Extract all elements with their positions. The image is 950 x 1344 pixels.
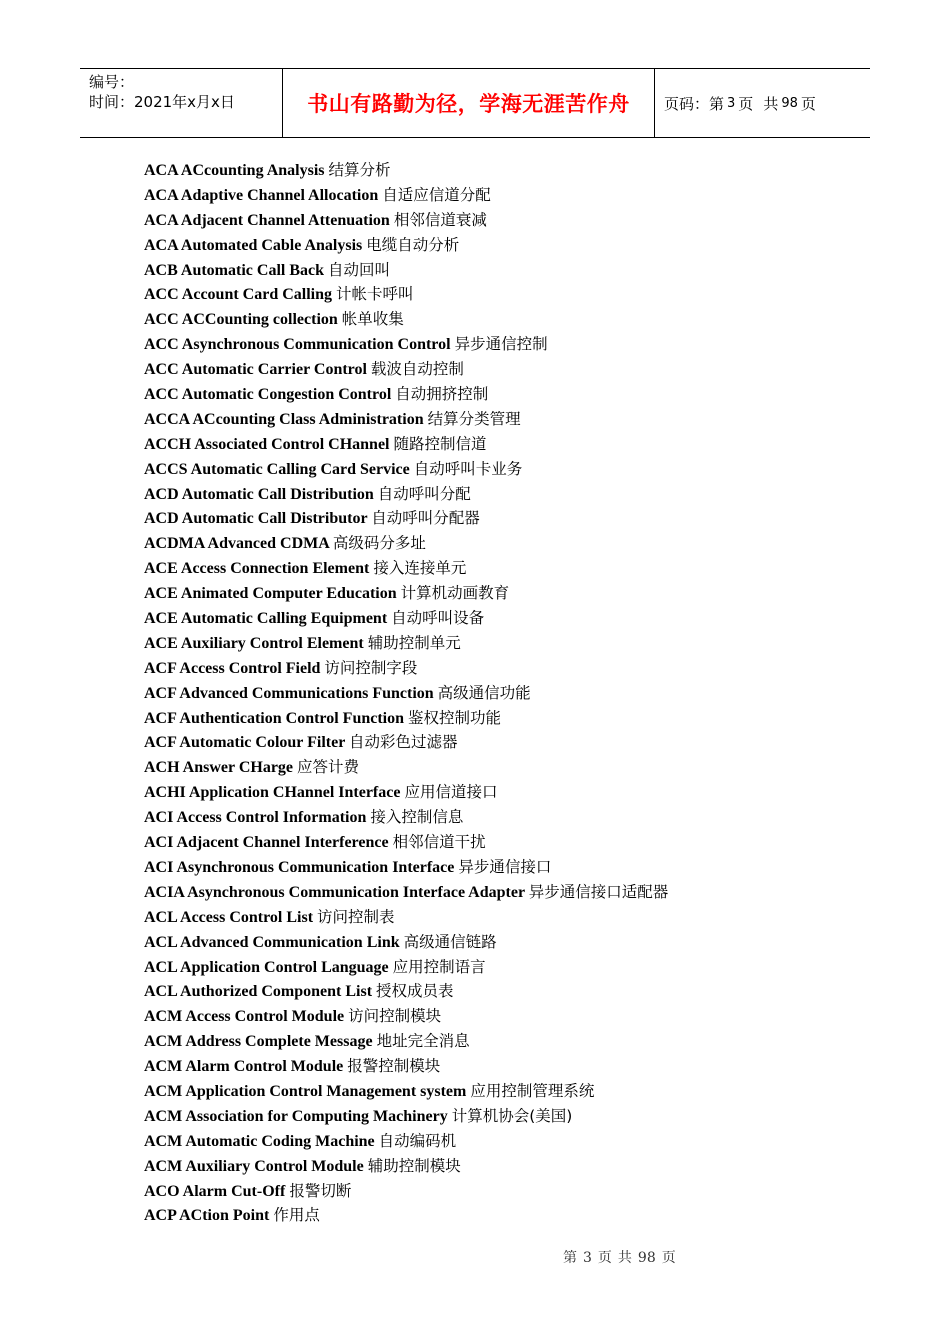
entry-translation: 自动回叫 <box>328 260 391 279</box>
entry-translation: 访问控制模块 <box>348 1007 442 1026</box>
entry-term: ACM Address Complete Message <box>144 1033 373 1051</box>
entry-term: ACM Auxiliary Control Module <box>144 1157 364 1175</box>
list-item <box>144 1129 668 1154</box>
footer-current: 3 <box>583 1250 592 1266</box>
entry-term: ACC Asynchronous Communication Control <box>144 336 451 354</box>
list-item <box>144 382 668 407</box>
header-page-current: 3 <box>727 95 736 111</box>
entry-term: ACA Adaptive Channel Allocation <box>144 186 379 204</box>
header-page-total-prefix: 共 <box>763 94 779 113</box>
list-item <box>144 531 668 556</box>
entry-term: ACM Alarm Control Module <box>144 1058 344 1076</box>
entry-term: ACP ACtion Point <box>144 1207 270 1225</box>
entry-term: ACC ACCounting collection <box>144 311 338 329</box>
entry-translation: 随路控制信道 <box>393 434 487 453</box>
list-item <box>144 631 668 656</box>
entry-translation: 鉴权控制功能 <box>408 708 502 727</box>
list-item <box>144 805 668 830</box>
entry-translation: 载波自动控制 <box>370 360 464 379</box>
entry-term: ACA Automated Cable Analysis <box>144 236 363 254</box>
list-item <box>144 1079 668 1104</box>
entry-translation: 异步通信接口 <box>458 857 552 876</box>
list-item <box>144 307 668 332</box>
footer-suffix: 页 <box>661 1250 676 1266</box>
entry-term: ACI Access Control Information <box>144 809 367 827</box>
list-item <box>144 706 668 731</box>
entry-term: ACF Automatic Colour Filter <box>144 734 346 752</box>
list-item <box>144 681 668 706</box>
list-item <box>144 506 668 531</box>
entry-term: ACB Automatic Call Back <box>144 261 324 279</box>
list-item <box>144 332 668 357</box>
list-item <box>144 158 668 183</box>
entry-term: ACD Automatic Call Distribution <box>144 485 374 503</box>
entry-term: ACL Advanced Communication Link <box>144 933 400 951</box>
entry-term: ACE Access Connection Element <box>144 560 370 578</box>
entry-term: ACA ACcounting Analysis <box>144 162 325 179</box>
entry-translation: 访问控制表 <box>317 907 395 926</box>
entry-translation: 电缆自动分析 <box>366 235 460 254</box>
entry-translation: 自动拥挤控制 <box>395 385 489 404</box>
entry-term: ACF Advanced Communications Function <box>144 684 434 702</box>
entry-translation: 自动呼叫设备 <box>391 609 485 628</box>
list-item <box>144 482 668 507</box>
list-item <box>144 755 668 780</box>
list-item <box>144 1203 668 1228</box>
entry-term: ACD Automatic Call Distributor <box>144 510 368 528</box>
list-item <box>144 1104 668 1129</box>
entry-translation: 相邻信道衰减 <box>393 210 487 229</box>
list-item <box>144 1004 668 1029</box>
header-page-info <box>655 69 870 137</box>
list-item <box>144 880 668 905</box>
entry-term: ACL Application Control Language <box>144 958 389 976</box>
entry-translation: 自动编码机 <box>378 1131 457 1150</box>
entry-translation: 异步通信控制 <box>454 335 548 354</box>
list-item <box>144 233 668 258</box>
entry-translation: 授权成员表 <box>376 982 454 1001</box>
list-item <box>144 930 668 955</box>
entry-translation: 访问控制字段 <box>324 658 418 677</box>
entry-translation: 应用控制管理系统 <box>470 1081 595 1100</box>
list-item <box>144 407 668 432</box>
glossary-list <box>144 158 668 1228</box>
entry-translation: 结算分析 <box>328 161 391 179</box>
entry-term: ACM Access Control Module <box>144 1008 345 1026</box>
entry-translation: 应用控制语言 <box>392 957 486 976</box>
header-motto: 书山有路勤为径，学海无涯苦作舟 <box>282 69 655 137</box>
entry-term: ACO Alarm Cut-Off <box>144 1182 286 1200</box>
entry-translation: 自动彩色过滤器 <box>349 733 458 752</box>
list-item <box>144 581 668 606</box>
entry-translation: 相邻信道干扰 <box>392 833 486 852</box>
entry-translation: 辅助控制模块 <box>367 1156 461 1175</box>
entry-translation: 作用点 <box>273 1206 320 1225</box>
entry-term: ACE Auxiliary Control Element <box>144 634 364 652</box>
entry-translation: 计算机动画教育 <box>400 584 510 603</box>
entry-translation: 异步通信接口适配器 <box>528 882 669 901</box>
entry-term: ACL Access Control List <box>144 908 314 926</box>
list-item <box>144 656 668 681</box>
footer-prefix: 第 <box>563 1250 577 1266</box>
document-time-label: 时间：2021年x月x日 <box>89 93 235 111</box>
entry-term: ACM Application Control Management system <box>144 1082 467 1100</box>
list-item <box>144 1154 668 1179</box>
entry-translation: 报警控制模块 <box>347 1057 441 1076</box>
entry-translation: 接入连接单元 <box>373 559 467 578</box>
footer-total: 98 <box>637 1250 656 1266</box>
entry-term: ACE Automatic Calling Equipment <box>144 610 388 628</box>
footer-total-prefix: 共 <box>617 1250 632 1266</box>
list-item <box>144 780 668 805</box>
entry-term: ACL Authorized Component List <box>144 983 373 1001</box>
list-item <box>144 905 668 930</box>
document-number-label: 编号： <box>89 73 135 91</box>
entry-term: ACCS Automatic Calling Card Service <box>144 460 410 478</box>
entry-term: ACC Automatic Congestion Control <box>144 386 392 404</box>
entry-term: ACA Adjacent Channel Attenuation <box>144 211 390 229</box>
entry-translation: 自适应信道分配 <box>382 185 491 204</box>
entry-translation: 接入控制信息 <box>370 808 464 827</box>
entry-term: ACC Account Card Calling <box>144 286 333 304</box>
entry-translation: 计帐卡呼叫 <box>336 285 414 304</box>
entry-term: ACC Automatic Carrier Control <box>144 361 367 379</box>
header-page-mid: 页 <box>738 94 754 113</box>
entry-term: ACF Authentication Control Function <box>144 709 405 727</box>
list-item <box>144 1054 668 1079</box>
entry-term: ACCH Associated Control CHannel <box>144 435 390 453</box>
entry-translation: 自动呼叫卡业务 <box>413 459 523 478</box>
list-item <box>144 556 668 581</box>
entry-term: ACDMA Advanced CDMA <box>144 535 329 553</box>
entry-translation: 计算机协会(美国) <box>451 1106 573 1125</box>
entry-term: ACIA Asynchronous Communication Interface Adapter <box>144 883 525 901</box>
header-page-total: 98 <box>781 95 798 111</box>
list-item <box>144 830 668 855</box>
entry-term: ACI Asynchronous Communication Interface <box>144 858 455 876</box>
entry-translation: 高级通信功能 <box>437 683 531 702</box>
entry-translation: 帐单收集 <box>341 310 404 329</box>
list-item <box>144 258 668 283</box>
entry-translation: 报警切断 <box>289 1181 352 1200</box>
entry-translation: 自动呼叫分配器 <box>371 509 480 528</box>
list-item <box>144 1179 668 1204</box>
list-item <box>144 282 668 307</box>
entry-translation: 应答计费 <box>297 758 360 777</box>
entry-term: ACM Association for Computing Machinery <box>144 1107 448 1125</box>
list-item <box>144 606 668 631</box>
entry-translation: 辅助控制单元 <box>367 633 461 652</box>
entry-translation: 高级码分多址 <box>332 534 426 553</box>
entry-term: ACF Access Control Field <box>144 659 321 677</box>
header-page-prefix: 页码：第 <box>664 94 725 113</box>
page-footer <box>563 1247 682 1267</box>
list-item <box>144 1029 668 1054</box>
entry-term: ACE Animated Computer Education <box>144 585 397 603</box>
header-page-suffix: 页 <box>800 94 816 113</box>
entry-term: ACM Automatic Coding Machine <box>144 1132 375 1150</box>
entry-translation: 自动呼叫分配 <box>377 484 471 503</box>
list-item <box>144 432 668 457</box>
list-item <box>144 979 668 1004</box>
list-item <box>144 730 668 755</box>
list-item <box>144 955 668 980</box>
entry-term: ACH Answer CHarge <box>144 759 294 777</box>
footer-mid: 页 <box>597 1250 612 1266</box>
entry-term: ACCA ACcounting Class Administration <box>144 410 424 428</box>
entry-translation: 地址完全消息 <box>376 1032 470 1051</box>
entry-term: ACHI Application CHannel Interface <box>144 784 401 802</box>
header-meta <box>80 69 282 137</box>
list-item <box>144 208 668 233</box>
page-header <box>80 68 870 138</box>
entry-translation: 结算分类管理 <box>427 409 521 428</box>
list-item <box>144 357 668 382</box>
entry-term: ACI Adjacent Channel Interference <box>144 834 389 852</box>
list-item <box>144 855 668 880</box>
entry-translation: 应用信道接口 <box>404 783 498 802</box>
list-item <box>144 457 668 482</box>
entry-translation: 高级通信链路 <box>403 932 497 951</box>
list-item <box>144 183 668 208</box>
